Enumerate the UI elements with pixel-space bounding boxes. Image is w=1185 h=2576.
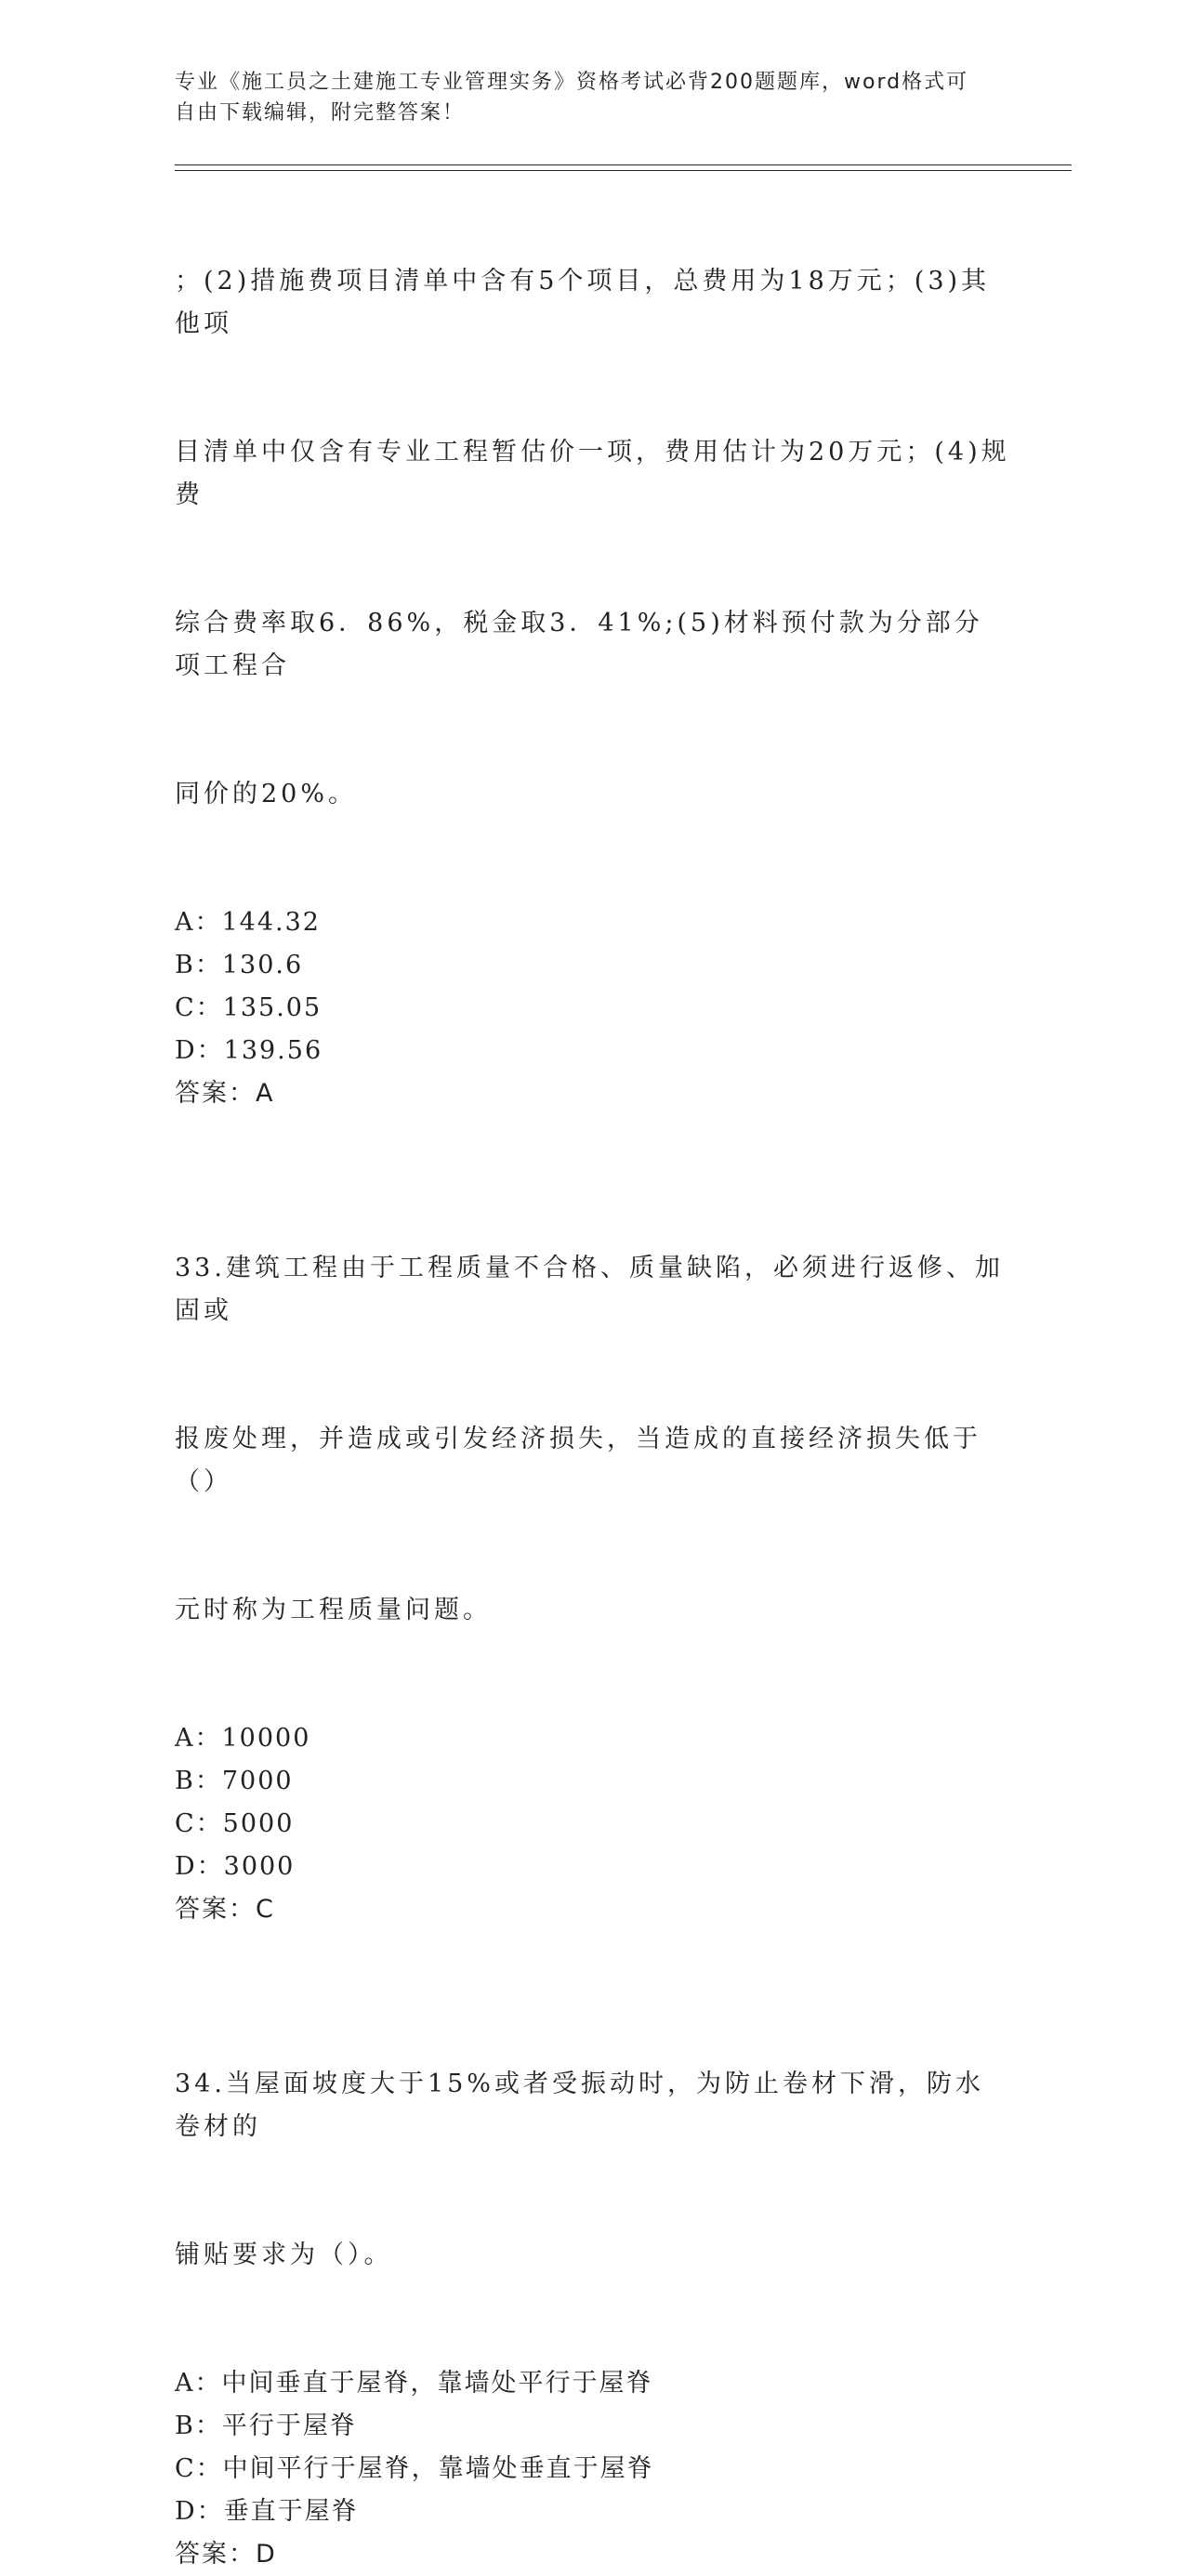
option-c: C：中间平行于屋脊，靠墙处垂直于屋脊 — [175, 2454, 654, 2483]
option-a: A：10000 — [175, 1724, 311, 1753]
stem-line: 综合费率取6．86%，税金取3．41%;(5)材料预付款为分部分项工程合 — [175, 609, 983, 680]
header-divider-bottom — [175, 170, 1072, 171]
header-title-line-2: 自由下载编辑，附完整答案！ — [175, 101, 466, 125]
stem-line: 34.当屋面坡度大于15%或者受振动时，为防止卷材下滑，防水卷材的 — [175, 2070, 984, 2141]
stem-line: 目清单中仅含有专业工程暂估价一项，费用估计为20万元；(4)规费 — [175, 438, 1010, 509]
question-item — [175, 1978, 1011, 2576]
stem-line: 铺贴要求为（）。 — [175, 2241, 393, 2269]
option-b: B：7000 — [175, 1767, 294, 1795]
question-stem — [175, 1978, 1011, 2362]
header-title-line-1: 专业《施工员之土建施工专业管理实务》资格考试必背200题题库，word格式可 — [175, 71, 969, 94]
option-c: C：5000 — [175, 1809, 295, 1838]
question-list — [175, 175, 1011, 2576]
document-header — [175, 67, 993, 128]
answer-line: 答案：A — [175, 1079, 275, 1108]
option-b: B：平行于屋脊 — [175, 2412, 357, 2440]
option-c: C：135.05 — [175, 993, 323, 1022]
question-stem — [175, 175, 1011, 901]
header-divider-top — [175, 164, 1072, 165]
stem-line: ；(2)措施费项目清单中含有5个项目，总费用为18万元；(3)其他项 — [175, 267, 991, 338]
option-d: D：垂直于屋脊 — [175, 2497, 359, 2526]
option-d: D：3000 — [175, 1852, 296, 1881]
answer-line: 答案：C — [175, 1895, 275, 1924]
question-stem — [175, 1162, 1011, 1717]
option-d: D：139.56 — [175, 1036, 323, 1065]
option-a: A：144.32 — [175, 908, 321, 937]
answer-line: 答案：D — [175, 2540, 277, 2569]
stem-line: 报废处理，并造成或引发经济损失，当造成的直接经济损失低于（） — [175, 1425, 981, 1496]
question-item — [175, 175, 1011, 1115]
option-a: A：中间垂直于屋脊，靠墙处平行于屋脊 — [175, 2369, 653, 2398]
stem-line: 元时称为工程质量问题。 — [175, 1596, 492, 1624]
stem-line: 33.建筑工程由于工程质量不合格、质量缺陷，必须进行返修、加固或 — [175, 1254, 1004, 1325]
option-b: B：130.6 — [175, 951, 304, 979]
stem-line: 同价的20%。 — [175, 780, 358, 808]
question-item — [175, 1162, 1011, 1931]
